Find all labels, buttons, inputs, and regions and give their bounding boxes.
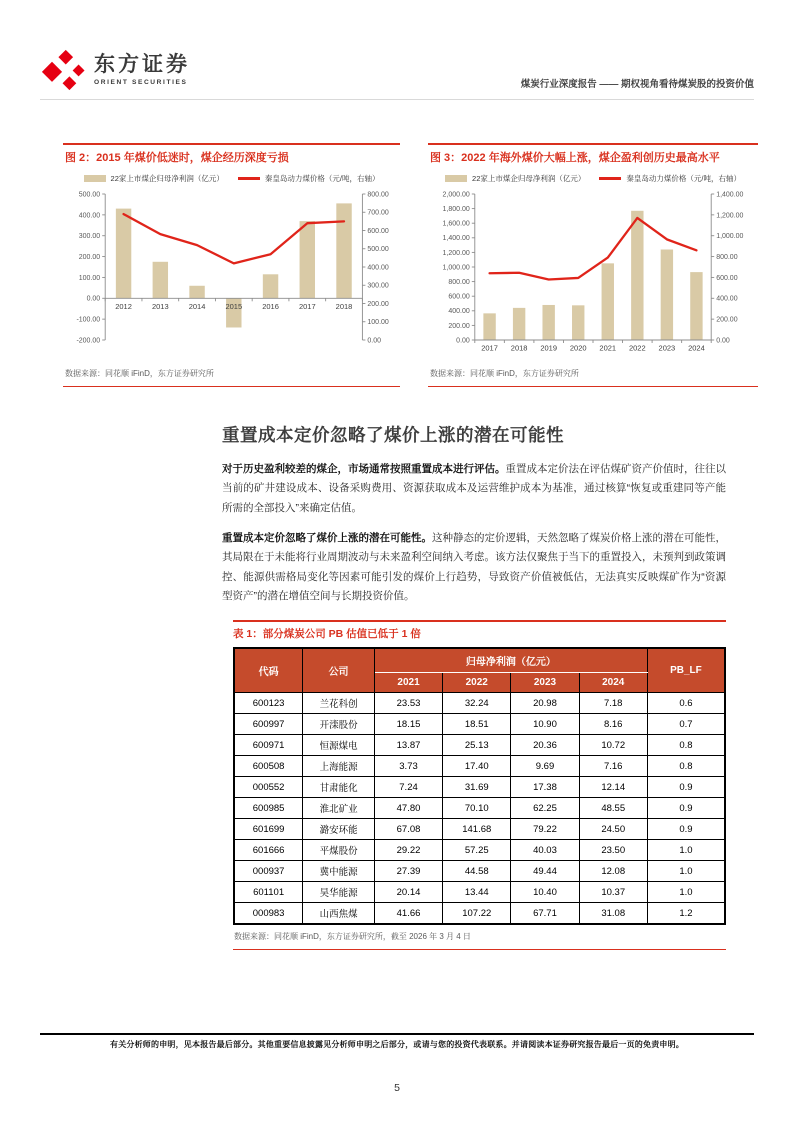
table-cell: 27.39 [374, 861, 442, 882]
pb-table [233, 647, 726, 925]
logo-text [94, 54, 190, 85]
col-header-year: 2024 [579, 673, 647, 693]
table-cell: 601666 [234, 840, 303, 861]
bar-legend-swatch [84, 175, 106, 182]
svg-text:600.00: 600.00 [716, 274, 738, 282]
svg-text:1,000.00: 1,000.00 [716, 233, 744, 241]
svg-text:400.00: 400.00 [367, 264, 389, 272]
svg-text:800.00: 800.00 [448, 279, 470, 286]
table-cell: 1.2 [647, 903, 725, 925]
table-cell: 141.68 [443, 819, 511, 840]
table-cell: 0.7 [647, 714, 725, 735]
svg-text:2019: 2019 [540, 343, 558, 353]
table-cell: 23.53 [374, 693, 442, 714]
svg-text:2018: 2018 [510, 343, 528, 353]
svg-text:800.00: 800.00 [716, 253, 738, 261]
table-cell: 41.66 [374, 903, 442, 925]
svg-text:400.00: 400.00 [448, 308, 470, 316]
table-cell: 0.6 [647, 693, 725, 714]
paragraph-text: 这种静态的定价逻辑，天然忽略了煤炭价格上涨的潜在可能性，其局限在于未能将行业周期波动与未来盈利空间纳入考虑。该方法仅聚焦于当下的重置投入，未预判到政策调控、能源供需格局变化等因素可能引发的煤价上行趋势，导致资产价值被低估，无法真实反映煤矿作为“资源型资产”的潜在增值空间与长期投资价值。 [222, 531, 726, 602]
table-cell: 平煤股份 [303, 840, 375, 861]
figure-2-title: 图 2：2015 年煤价低迷时，煤企经历深度亏损 [65, 152, 289, 164]
table-cell: 0.9 [647, 819, 725, 840]
svg-text:-200.00: -200.00 [76, 337, 101, 345]
table-cell: 47.80 [374, 798, 442, 819]
svg-text:500.00: 500.00 [78, 191, 101, 199]
table-1-title: 表 1：部分煤炭公司 PB 估值已低于 1 倍 [233, 628, 421, 640]
figure-3-title: 图 3：2022 年海外煤价大幅上涨，煤企盈利创历史最高水平 [430, 152, 720, 164]
svg-text:2021: 2021 [599, 343, 617, 353]
svg-text:2014: 2014 [188, 301, 206, 311]
svg-text:2020: 2020 [569, 343, 587, 353]
svg-text:0.00: 0.00 [86, 295, 101, 303]
table-row [234, 735, 725, 756]
page-header [40, 42, 754, 100]
table-cell: 恒源煤电 [303, 735, 375, 756]
svg-text:600.00: 600.00 [367, 227, 389, 235]
report-header-title [521, 76, 754, 92]
table-cell: 67.08 [374, 819, 442, 840]
table-cell: 13.87 [374, 735, 442, 756]
table-row [234, 882, 725, 903]
paragraph-text: 重置成本定价法在评估煤矿资产价值时，往往以当前的矿井建设成本、设备采购费用、资源获取成本及运营维护成本为基准，通过核算“恢复或重建同等产能所需的全部投入”来确定估值。 [222, 463, 726, 514]
svg-text:1,400.00: 1,400.00 [716, 191, 744, 199]
table-cell: 17.40 [443, 756, 511, 777]
table-cell: 7.16 [579, 756, 647, 777]
svg-text:2,000.00: 2,000.00 [442, 191, 470, 199]
figure-3-source: 数据来源：同花顺 iFinD，东方证券研究所 [430, 369, 579, 378]
pb-table-block [233, 620, 726, 950]
svg-text:100.00: 100.00 [78, 274, 101, 282]
table-cell: 12.08 [579, 861, 647, 882]
table-cell: 601101 [234, 882, 303, 903]
svg-text:-100.00: -100.00 [76, 316, 101, 324]
col-header-year: 2022 [443, 673, 511, 693]
svg-text:400.00: 400.00 [716, 295, 738, 303]
svg-text:0.00: 0.00 [367, 337, 382, 345]
bar-legend-label: 22家上市煤企归母净利润（亿元） [110, 174, 224, 183]
table-cell: 107.22 [443, 903, 511, 925]
svg-text:2015: 2015 [225, 301, 243, 311]
main-section [222, 422, 726, 617]
table-cell: 1.0 [647, 840, 725, 861]
table-cell: 8.16 [579, 714, 647, 735]
table-cell: 62.25 [511, 798, 579, 819]
body-paragraph [222, 460, 726, 518]
table-cell: 0.8 [647, 735, 725, 756]
logo-cn-text: 东方证券 [94, 53, 190, 77]
table-cell: 0.8 [647, 756, 725, 777]
figure-3 [428, 143, 758, 387]
table-cell: 600971 [234, 735, 303, 756]
svg-text:1,000.00: 1,000.00 [442, 264, 470, 272]
paragraph-lead-bold: 对于历史盈利较差的煤企，市场通常按照重置成本进行评估。 [222, 463, 506, 475]
svg-text:600.00: 600.00 [448, 293, 470, 301]
table-cell: 601699 [234, 819, 303, 840]
table-cell: 48.55 [579, 798, 647, 819]
table-cell: 10.40 [511, 882, 579, 903]
table-cell: 3.73 [374, 756, 442, 777]
table-row [234, 714, 725, 735]
table-cell: 600123 [234, 693, 303, 714]
logo-mark-icon [40, 48, 86, 92]
svg-text:200.00: 200.00 [448, 322, 470, 330]
svg-text:0.00: 0.00 [716, 337, 730, 345]
svg-text:500.00: 500.00 [367, 246, 389, 254]
line-legend-label: 秦皇岛动力煤价格（元/吨，右轴） [264, 174, 380, 183]
svg-text:100.00: 100.00 [367, 319, 389, 327]
table-cell: 潞安环能 [303, 819, 375, 840]
logo-diamonds [42, 50, 85, 90]
svg-text:2013: 2013 [151, 301, 169, 311]
svg-text:2016: 2016 [262, 301, 279, 311]
table-cell: 49.44 [511, 861, 579, 882]
table-cell: 600997 [234, 714, 303, 735]
table-cell: 32.24 [443, 693, 511, 714]
svg-text:1,800.00: 1,800.00 [442, 206, 470, 213]
svg-text:200.00: 200.00 [367, 300, 389, 308]
svg-text:2022: 2022 [628, 343, 646, 353]
svg-text:200.00: 200.00 [78, 253, 101, 261]
svg-text:1,200.00: 1,200.00 [716, 212, 744, 220]
logo-en-text: ORIENT SECURITIES [94, 78, 188, 86]
table-row [234, 777, 725, 798]
table-cell: 淮北矿业 [303, 798, 375, 819]
table-row [234, 798, 725, 819]
footer-disclaimer: 有关分析师的申明，见本报告最后部分。其他重要信息披露见分析师申明之后部分，或请与您的投资代表联系。并请阅读本证券研究报告最后一页的免责申明。 [40, 1033, 754, 1050]
svg-text:300.00: 300.00 [78, 233, 101, 241]
table-cell: 10.72 [579, 735, 647, 756]
table-cell: 24.50 [579, 819, 647, 840]
table-cell: 31.69 [443, 777, 511, 798]
table-cell: 29.22 [374, 840, 442, 861]
svg-text:200.00: 200.00 [716, 316, 738, 324]
table-cell: 兰花科创 [303, 693, 375, 714]
col-header-year: 2021 [374, 673, 442, 693]
svg-text:400.00: 400.00 [78, 212, 101, 220]
svg-text:700.00: 700.00 [367, 209, 389, 217]
figure-2-legend [63, 168, 400, 186]
report-type: 煤炭行业深度报告 [520, 79, 597, 90]
figures-row [63, 143, 756, 387]
table-cell: 12.14 [579, 777, 647, 798]
table-cell: 600985 [234, 798, 303, 819]
bar-legend-swatch [445, 175, 467, 182]
table-cell: 23.50 [579, 840, 647, 861]
table-cell: 10.90 [511, 714, 579, 735]
table-cell: 上海能源 [303, 756, 375, 777]
table-cell: 40.03 [511, 840, 579, 861]
table-cell: 18.15 [374, 714, 442, 735]
line-legend-label: 秦皇岛动力煤价格（元/吨，右轴） [626, 174, 741, 183]
table-cell: 甘肃能化 [303, 777, 375, 798]
table-cell: 70.10 [443, 798, 511, 819]
line-legend-swatch [238, 177, 260, 180]
figure-3-chart [428, 186, 758, 362]
body-paragraph [222, 529, 726, 606]
report-title: 期权视角看待煤炭股的投资价值 [620, 79, 754, 90]
table-cell: 000552 [234, 777, 303, 798]
table-row [234, 819, 725, 840]
bar-legend-label: 22家上市煤企归母净利润（亿元） [472, 174, 586, 183]
svg-text:2024: 2024 [688, 343, 705, 353]
table-cell: 20.36 [511, 735, 579, 756]
table-cell: 000983 [234, 903, 303, 925]
table-cell: 7.24 [374, 777, 442, 798]
figure-2-source: 数据来源：同花顺 iFinD，东方证券研究所 [65, 369, 214, 378]
orient-securities-logo [40, 48, 190, 92]
table-cell: 1.0 [647, 861, 725, 882]
svg-text:2017: 2017 [298, 301, 316, 311]
figure-3-legend [428, 168, 758, 186]
table-row [234, 861, 725, 882]
svg-text:300.00: 300.00 [367, 282, 389, 290]
table-cell: 20.14 [374, 882, 442, 903]
col-header-company: 公司 [303, 648, 375, 693]
col-header-year: 2023 [511, 673, 579, 693]
svg-text:2012: 2012 [115, 301, 132, 311]
table-cell: 18.51 [443, 714, 511, 735]
svg-text:1,400.00: 1,400.00 [442, 235, 470, 243]
table-cell: 25.13 [443, 735, 511, 756]
table-cell: 9.69 [511, 756, 579, 777]
table-cell: 7.18 [579, 693, 647, 714]
table-row [234, 693, 725, 714]
pb-table-body [234, 693, 725, 925]
table-cell: 开滦股份 [303, 714, 375, 735]
section-heading: 重置成本定价忽略了煤价上涨的潜在可能性 [222, 425, 564, 445]
table-cell: 0.9 [647, 777, 725, 798]
svg-text:2023: 2023 [658, 343, 676, 353]
table-cell: 1.0 [647, 882, 725, 903]
table-cell: 10.37 [579, 882, 647, 903]
svg-text:1,600.00: 1,600.00 [442, 220, 470, 228]
figure-2 [63, 143, 400, 387]
table-cell: 44.58 [443, 861, 511, 882]
svg-text:0.00: 0.00 [456, 337, 470, 345]
table-cell: 79.22 [511, 819, 579, 840]
svg-text:1,200.00: 1,200.00 [442, 249, 470, 257]
line-legend-swatch [599, 177, 621, 180]
table-cell: 冀中能源 [303, 861, 375, 882]
table-cell: 0.9 [647, 798, 725, 819]
table-row [234, 756, 725, 777]
table-cell: 31.08 [579, 903, 647, 925]
table-row [234, 903, 725, 925]
svg-text:2017: 2017 [481, 343, 498, 353]
col-header-pb: PB_LF [647, 648, 725, 693]
figure-2-chart [63, 186, 400, 362]
paragraph-lead-bold: 重置成本定价忽略了煤价上涨的潜在可能性。 [222, 531, 432, 544]
table-cell: 57.25 [443, 840, 511, 861]
table-row [234, 840, 725, 861]
svg-text:800.00: 800.00 [367, 191, 389, 199]
table-cell: 13.44 [443, 882, 511, 903]
title-separator: —— [599, 79, 619, 90]
col-header-profit-group: 归母净利润（亿元） [374, 648, 647, 673]
page-number: 5 [394, 1082, 400, 1094]
table-cell: 昊华能源 [303, 882, 375, 903]
table-cell: 17.38 [511, 777, 579, 798]
table-cell: 山西焦煤 [303, 903, 375, 925]
table-cell: 67.71 [511, 903, 579, 925]
svg-text:2018: 2018 [335, 301, 353, 311]
table-cell: 000937 [234, 861, 303, 882]
table-cell: 20.98 [511, 693, 579, 714]
table-cell: 600508 [234, 756, 303, 777]
table-1-source: 数据来源：同花顺 iFinD，东方证券研究所，截至 2026 年 3 月 4 日 [234, 932, 471, 941]
col-header-code: 代码 [234, 648, 303, 693]
